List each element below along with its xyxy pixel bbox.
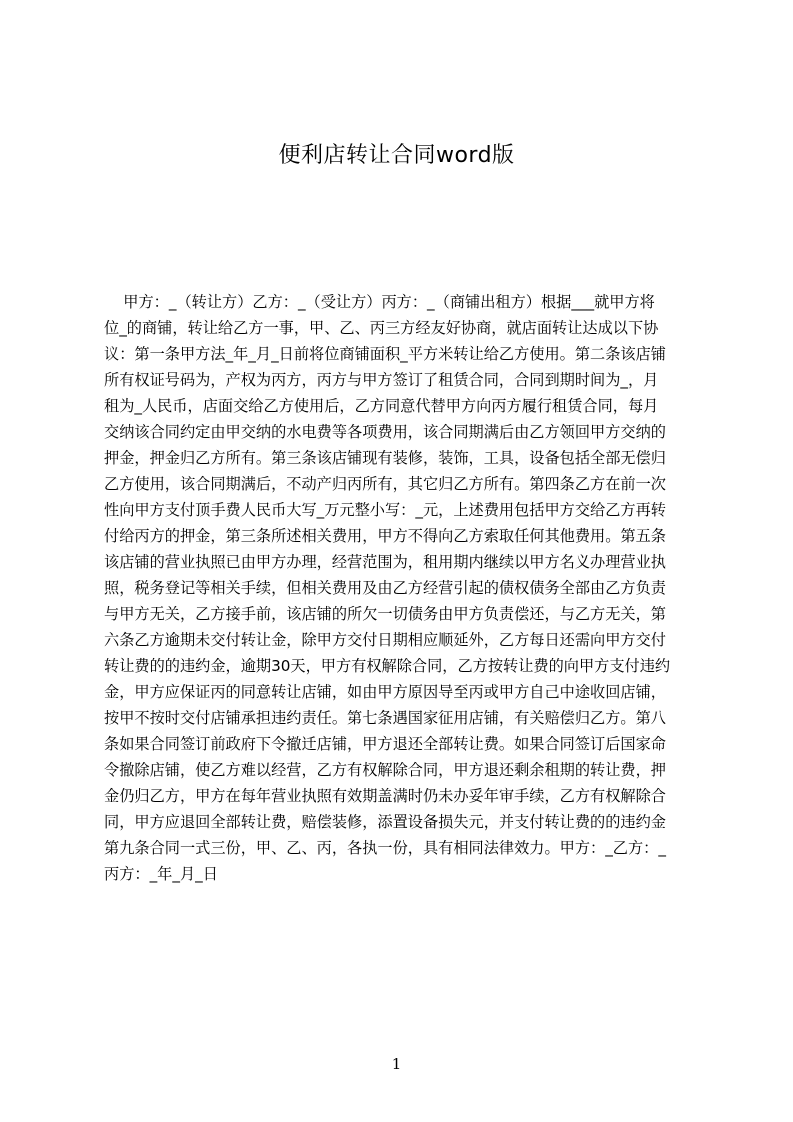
body-line: 丙方：_年_月_日 xyxy=(104,865,218,883)
body-line: 第九条合同一式三份，甲、乙、丙，各执一份，具有相同法律效力。甲方：_乙方：_ xyxy=(104,839,666,857)
body-line: 租为_人民币，店面交给乙方使用后，乙方同意代替甲方向丙方履行租赁合同，每月 xyxy=(104,397,659,415)
body-line: 令撤除店铺，使乙方难以经营，乙方有权解除合同，甲方退还剩余租期的转让费，押 xyxy=(104,761,666,779)
body-line: 交纳该合同约定由甲交纳的水电费等各项费用，该合同期满后由乙方领回甲方交纳的 xyxy=(104,423,666,441)
body-line: 条如果合同签订前政府下令撤迁店铺，甲方退还全部转让费。如果合同签订后国家命 xyxy=(104,735,666,753)
body-line: 六条乙方逾期未交付转让金，除甲方交付日期相应顺延外，乙方每日还需向甲方交付 xyxy=(104,631,666,649)
page-number: 1 xyxy=(391,1055,402,1073)
body-line: 押金，押金归乙方所有。第三条该店铺现有装修，装饰，工具，设备包括全部无偿归 xyxy=(104,449,666,467)
body-line: 同，甲方应退回全部转让费，赔偿装修，添置设备损失元，并支付转让费的的违约金 xyxy=(104,813,666,831)
body-line: 照，税务登记等相关手续，但相关费用及由乙方经营引起的债权债务全部由乙方负责 xyxy=(104,579,666,597)
contract-body xyxy=(104,289,697,887)
body-line: 金仍归乙方，甲方在每年营业执照有效期盖满时仍未办妥年审手续，乙方有权解除合 xyxy=(104,787,666,805)
document-title: 便利店转让合同word版 xyxy=(278,143,515,168)
body-line: 付给丙方的押金，第三条所述相关费用，甲方不得向乙方索取任何其他费用。第五条 xyxy=(104,527,666,545)
body-line: 按甲不按时交付店铺承担违约责任。第七条遇国家征用店铺，有关赔偿归乙方。第八 xyxy=(104,709,666,727)
body-line: 甲方：_（转让方）乙方：_（受让方）丙方：_（商铺出租方）根据___就甲方将 xyxy=(104,293,655,311)
body-line: 金，甲方应保证丙的同意转让店铺，如由甲方原因导至丙或甲方自己中途收回店铺， xyxy=(104,683,666,701)
body-line: 该店铺的营业执照已由甲方办理，经营范围为，租用期内继续以甲方名义办理营业执 xyxy=(104,553,666,571)
body-line: 乙方使用，该合同期满后，不动产归丙所有，其它归乙方所有。第四条乙方在前一次 xyxy=(104,475,666,493)
body-line: 与甲方无关，乙方接手前，该店铺的所欠一切债务由甲方负责偿还，与乙方无关，第 xyxy=(104,605,666,623)
body-line: 转让费的的违约金，逾期30天，甲方有权解除合同，乙方按转让费的向甲方支付违约 xyxy=(104,657,671,675)
body-line: 议：第一条甲方法_年_月_日前将位商铺面积_平方米转让给乙方使用。第二条该店铺 xyxy=(104,345,666,363)
body-line: 位_的商铺，转让给乙方一事，甲、乙、丙三方经友好协商，就店面转让达成以下协 xyxy=(104,319,659,337)
body-line: 所有权证号码为，产权为丙方，丙方与甲方签订了租赁合同，合同到期时间为_，月 xyxy=(104,371,659,389)
body-line: 性向甲方支付顶手费人民币大写_万元整小写：_元，上述费用包括甲方交给乙方再转 xyxy=(104,501,666,519)
